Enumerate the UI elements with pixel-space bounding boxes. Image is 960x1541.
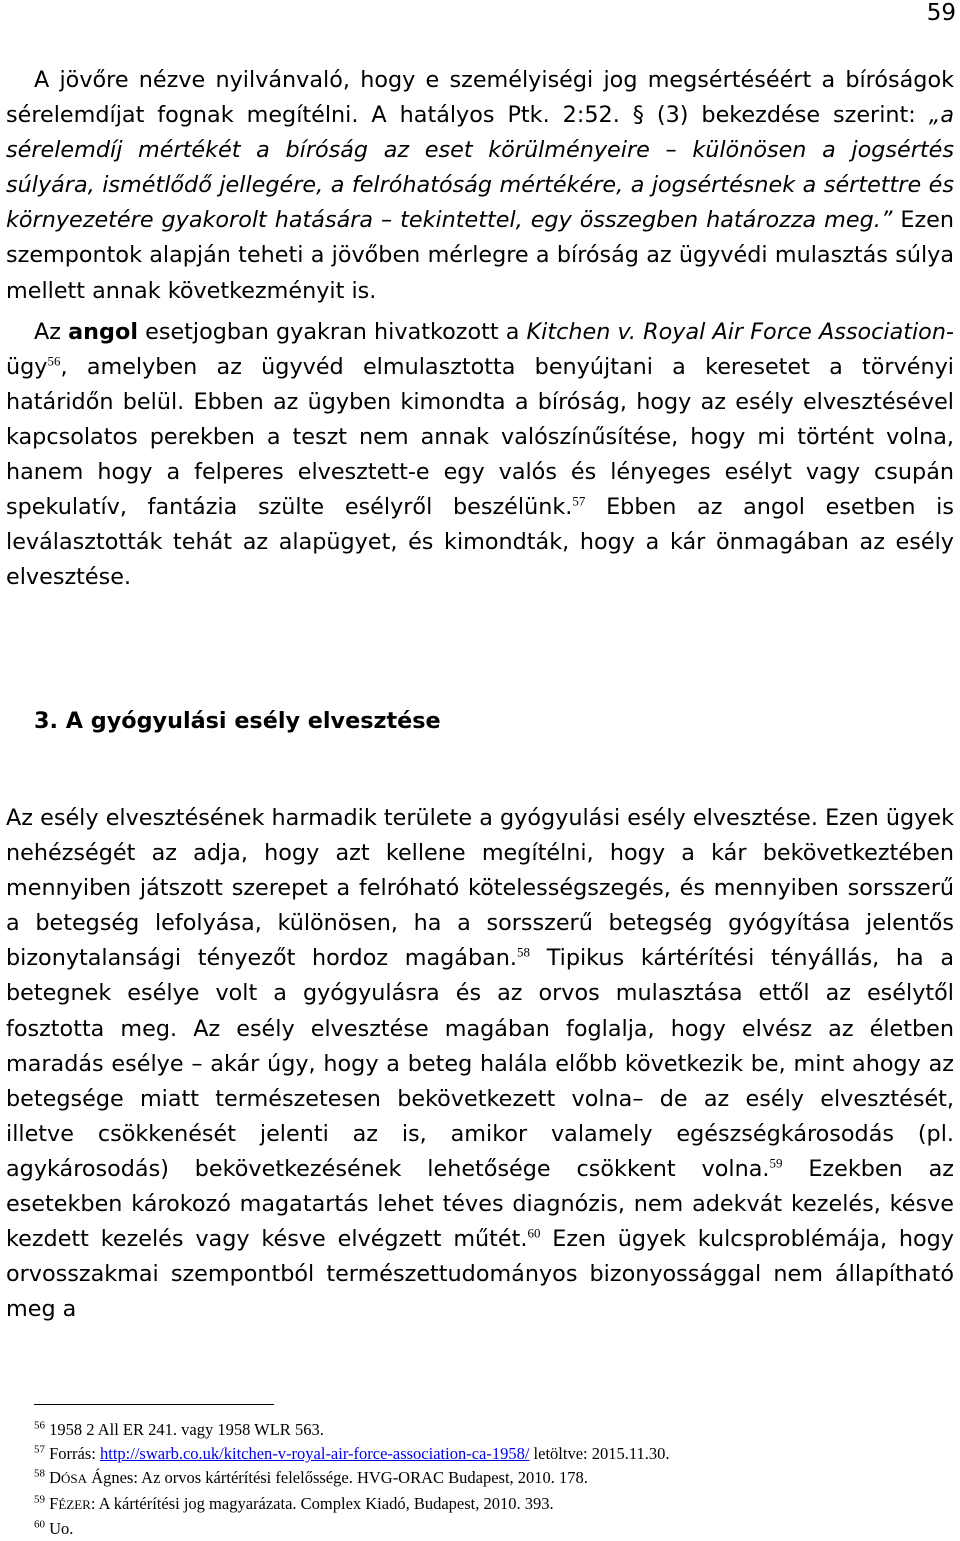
footnote-ref-57[interactable]: 57 [572,493,586,509]
footnote-ref-59[interactable]: 59 [769,1155,783,1171]
paragraph-kitchen-case: Az angol esetjogban gyakran hivatkozott a Kitchen v. Royal Air Force Association-ügy$^{56}$, amelyben az ügyvéd elmulasztotta benyújtani a keresetet a törvényi határidőn belül. Ebben az ügyben kimondta a bíróság, hogy az esély elvesztésével kapcsolatos perekben a teszt nem annak valószínűsítése, hogy mi történt volna, hanem hogy a felperes elvesztett-e egy valós és lényeges esélyt vagy csupán spekulatív, fantázia szülte esélyről beszélünk.$^{57}$ Ebben az angol esetben is leválasztották tehát az alapügyet, és kimondták, hogy a kár önmagában az esély elvesztése. [6,318,954,591]
footnotes [34,1418,934,1541]
page-number: 59 [926,0,956,26]
source-link[interactable]: http://swarb.co.uk/kitchen-v-royal-air-force-association-ca-1958/ [100,1444,530,1464]
footnote-ref-56[interactable]: 56 [47,353,61,369]
ptk-quote: „a sérelemdíj mértékét a bíróság az eset körülményeire – különösen a jogsértés súlyára, ismétlődő jellegére, a felróhatóság mértékére, a jogsértésnek a sértettre és környezetére gyakorolt hatására – tekintettel, egy összegben határozza meg.” [6,102,954,234]
footnote-59: $^{59}$ FÉZER: A kártérítési jog magyarázata. Complex Kiadó, Budapest, 2010. 393. [34,1493,554,1513]
footnote-57: $^{57}$ Forrás: http://swarb.co.uk/kitchen-v-royal-air-force-association-ca-1958/ letöltve: 2015.11.30. [34,1443,670,1464]
footnote-58: $^{58}$ DÓSA Ágnes: Az orvos kártérítési felelőssége. HVG-ORAC Budapest, 2010. 178. [34,1467,588,1488]
bold-angol: angol [68,318,138,345]
section-heading: 3. A gyógyulási esély elvesztése [34,708,441,734]
footnote-56: $^{56}$ 1958 2 All ER 241. vagy 1958 WLR 563. [34,1419,324,1439]
body-text-bottom [6,801,954,1327]
paragraph-sérelemdíj: A jövőre nézve nyilvánvaló, hogy e személyiségi jog megsértéséért a bíróságok sérelemdíjat fognak megítélni. A hatályos Ptk. 2:52. § (3) bekezdése szerint: „a sérelemdíj mértékét a bíróság az eset körülményeire – különösen a jogsértés súlyára, ismétlődő jellegére, a felróhatóság mértékére, a jogsértésnek a sértettre és környezetére gyakorolt hatására – tekintettel, egy összegben határozza meg.” Ezen szempontok alapján teheti a jövőben mérlegre a bíróság az ügyvédi mulasztás súlya mellett annak következményit is. [6,67,954,304]
footnote-ref-58[interactable]: 58 [517,944,530,960]
body-text-top [6,63,954,595]
case-name: Kitchen v. Royal Air Force Association [526,318,946,345]
footnote-ref-60[interactable]: 60 [527,1225,541,1241]
paragraph-gyogyulasi-esely: Az esély elvesztésének harmadik területe a gyógyulási esély elvesztése. Ezen ügyek nehézségét az adja, hogy azt kellene megítélni, hogy a kár bekövetkeztében mennyiben játszott szerepet a felróható kötelességszegés, és mennyiben sorsszerű a betegség lefolyása, különösen, ha a sorsszerű betegség gyógyítása jelentős bizonytalansági tényezőt hordoz magában.$^{58}$ Tipikus kártérítési tényállás, ha a betegnek esélye volt a gyógyulásra és az orvos mulasztása ettől az esélytől fosztotta meg. Az esély elvesztése magában foglalja, hogy elvész az életben maradás esélye – akár úgy, hogy a beteg halála előbb következik be, mint ahogy az betegsége miatt természetesen bekövetkezett volna– de az esély elvesztését, illetve csökkenését jelenti az is, amikor valamely egészségkárosodás (pl. agykárosodás) bekövetkezésének lehetősége csökkent volna.$^{59}$ Ezekben az esetekben károkozó magatartás lehet téves diagnózis, nem adekvát kezelés, késve kezdett kezelés vagy késve elvégzett műtét.$^{60}$ Ezen ügyek kulcsproblémája, hogy orvosszakmai szempontból természettudományos bizonyossággal nem állapítható meg a [6,805,955,1323]
footnote-60: $^{60}$ Uo. [34,1518,74,1538]
footnote-separator [34,1404,274,1405]
